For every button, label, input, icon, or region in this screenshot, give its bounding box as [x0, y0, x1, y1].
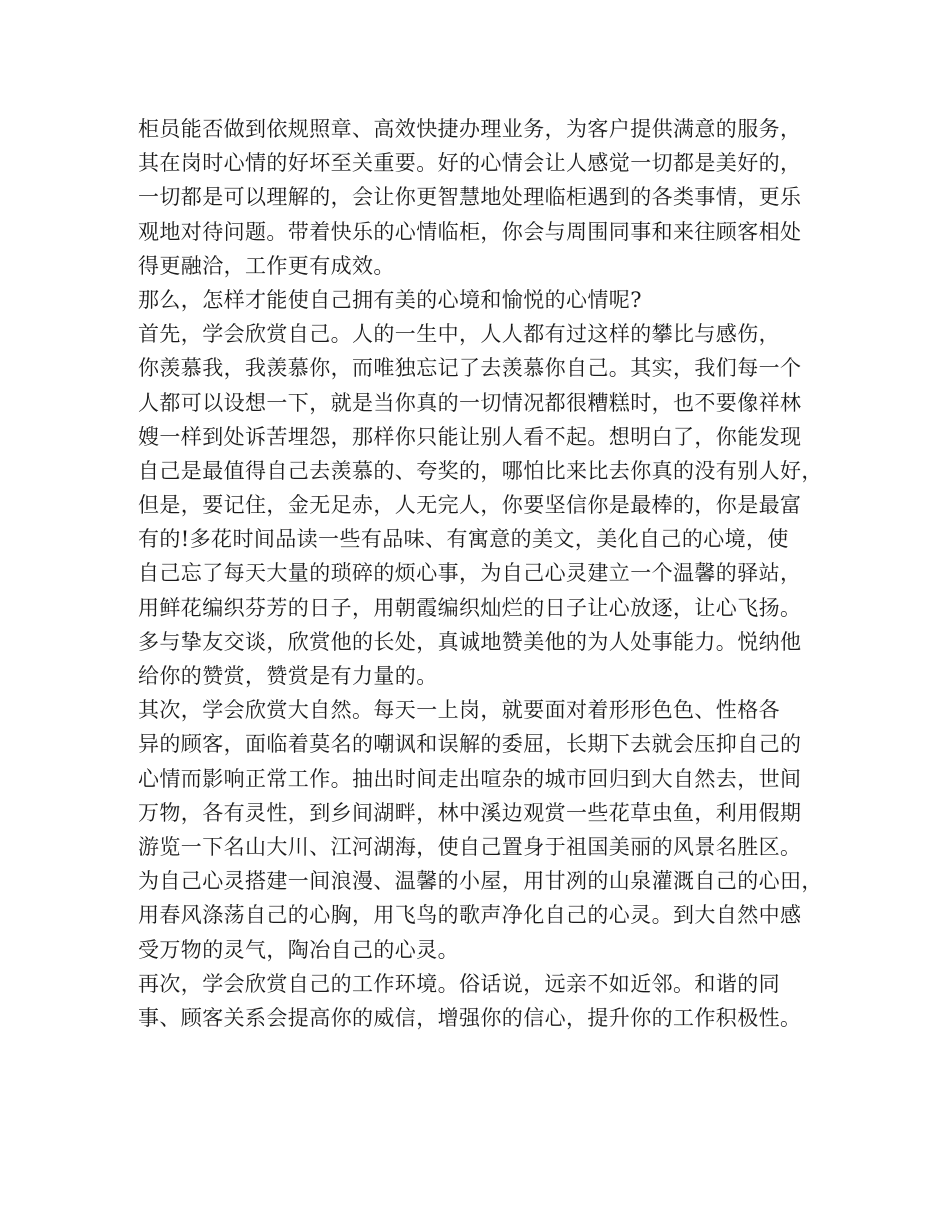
text-line: 首先，学会欣赏自己。人的一生中，人人都有过这样的攀比与感伤， — [138, 322, 780, 347]
text-line: 用鲜花编织芬芳的日子，用朝霞编织灿烂的日子让心放逐，让心飞扬。 — [138, 595, 802, 620]
text-line: 多与挚友交谈，欣赏他的长处，真诚地赞美他的为人处事能力。悦纳他 — [138, 629, 802, 654]
text-line: 但是，要记住，金无足赤，人无完人，你要坚信你是最棒的，你是最富 — [138, 493, 802, 518]
text-line: 异的顾客，面临着莫名的嘲讽和误解的委屈，长期下去就会压抑自己的 — [138, 732, 802, 757]
text-line: 自己忘了每天大量的琐碎的烦心事，为自己心灵建立一个温馨的驿站， — [138, 561, 802, 586]
body-text — [138, 112, 838, 1035]
text-line: 再次，学会欣赏自己的工作环境。俗话说，远亲不如近邻。和谐的同 — [138, 971, 780, 996]
text-line: 心情而影响正常工作。抽出时间走出喧杂的城市回归到大自然去，世间 — [138, 766, 802, 791]
text-line: 万物，各有灵性，到乡间湖畔，林中溪边观赏一些花草虫鱼，利用假期 — [138, 800, 802, 825]
text-line: 柜员能否做到依规照章、高效快捷办理业务，为客户提供满意的服务， — [138, 117, 802, 141]
text-line: 事、顾客关系会提高你的威信，增强你的信心，提升你的工作积极性。 — [138, 1005, 802, 1030]
text-line: 其次，学会欣赏大自然。每天一上岗，就要面对着形形色色、性格各 — [138, 698, 780, 723]
text-line: 给你的赞赏，赞赏是有力量的。 — [138, 664, 438, 688]
text-line: 自己是最值得自己去羡慕的、夸奖的，哪怕比来比去你真的没有别人好， — [138, 458, 823, 483]
text-line: 受万物的灵气，陶冶自己的心灵。 — [138, 937, 459, 962]
text-line: 一切都是可以理解的，会让你更智慧地处理临柜遇到的各类事情，更乐 — [138, 185, 802, 210]
text-line: 得更融洽，工作更有成效。 — [138, 253, 395, 278]
text-line: 为自己心灵搭建一间浪漫、温馨的小屋，用甘冽的山泉灌溉自己的心田， — [138, 869, 823, 894]
text-line: 人都可以设想一下，就是当你真的一切情况都很糟糕时，也不要像祥林 — [138, 390, 802, 415]
text-line: 其在岗时心情的好坏至关重要。好的心情会让人感觉一切都是美好的， — [138, 151, 802, 176]
text-line: 用春风涤荡自己的心胸，用飞鸟的歌声净化自己的心灵。到大自然中感 — [138, 903, 802, 928]
text-line: 有的!多花时间品读一些有品味、有寓意的美文，美化自己的心境，使 — [138, 527, 789, 552]
text-line: 游览一下名山大川、江河湖海，使自己置身于祖国美丽的风景名胜区。 — [138, 834, 802, 859]
text-line: 观地对待问题。带着快乐的心情临柜，你会与周围同事和来往顾客相处 — [138, 219, 802, 244]
text-line: 你羡慕我，我羡慕你，而唯独忘记了去羡慕你自己。其实，我们每一个 — [138, 356, 802, 381]
text-line: 那么，怎样才能使自己拥有美的心境和愉悦的心情呢? — [138, 287, 642, 312]
text-line: 嫂一样到处诉苦埋怨，那样你只能让别人看不起。想明白了，你能发现 — [138, 424, 802, 449]
